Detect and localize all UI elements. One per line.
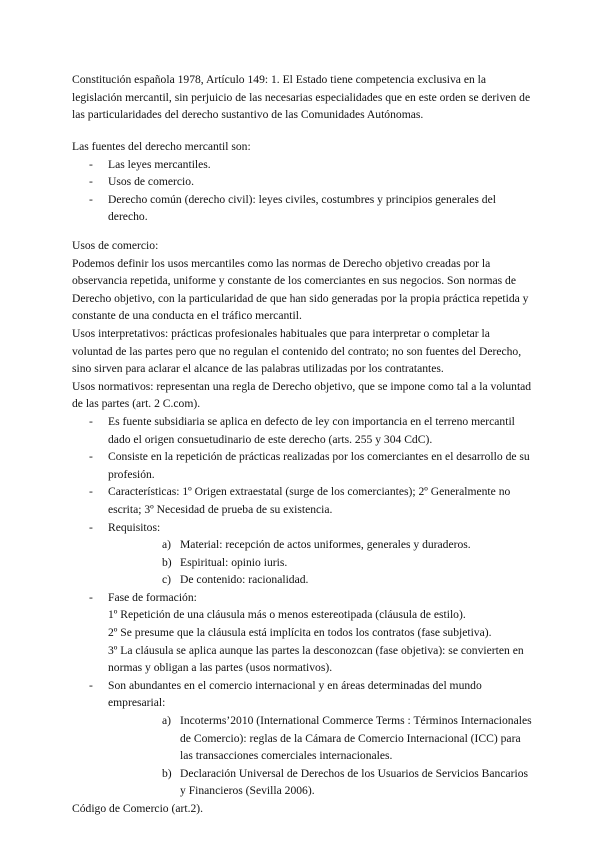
requisitos-label: - Requisitos: [108,520,161,534]
list-item-abundantes [72,677,532,800]
list-item-text: Incoterms’2010 (International Commerce Terms : Términos Internacionales de Comercio): reglas de la Cámara de Comercio Internacional (ICC) para las transacciones comerciales internacionales. [180,714,532,763]
list-item [162,571,532,589]
list-item: - Usos de comercio. [72,173,532,191]
fase-step-1: 1º Repetición de una cláusula más o menos estereotipada (cláusula de estilo). [108,608,466,622]
list-marker: c) [162,573,172,587]
list-item-text: Material: recepción de actos uniformes, generales y duraderos. [180,538,471,552]
usos-features-list [72,413,532,800]
list-marker: b) [162,555,172,569]
list-item: - Consiste en la repetición de prácticas realizadas por los comerciantes en el desarrollo de su profesión. [72,448,532,483]
usos-interpretativos: Usos interpretativos: prácticas profesionales habituales que para interpretar o completar la voluntad de las partes pero que no regulan el contenido del contrato; no son fuentes del Derecho, sino sirven para aclarar el alcance de las palabras utilizadas por los contratantes. [72,326,522,376]
list-item-text: Declaración Universal de Derechos de los Usuarios de Servicios Bancarios y Financieros (Sevilla 2006). [180,766,529,798]
ejemplos-list [108,712,532,800]
sources-heading: Las fuentes del derecho mercantil son: [72,140,251,153]
list-marker: a) [162,538,172,552]
intro-section [72,71,532,124]
list-item [162,765,532,800]
list-item [162,712,532,765]
list-item-fase [72,589,532,677]
sources-section [72,138,532,226]
list-item: - Es fuente subsidiaria se aplica en defecto de ley con importancia en el terreno mercantil dado el origen consuetudinario de este derecho (arts. 255 y 304 CdC). [72,413,532,448]
requisitos-list [108,536,532,589]
list-marker: a) [162,714,172,728]
list-item: - Derecho común (derecho civil): leyes civiles, costumbres y principios generales del derecho. [72,191,532,226]
list-item [162,536,532,554]
footer-line: Código de Comercio (art.2). [72,802,204,815]
abundantes-text: - Son abundantes en el comercio internacional y en áreas determinadas del mundo empresarial: [108,678,482,710]
list-item [162,554,532,572]
usos-heading: Usos de comercio: [72,239,159,252]
intro-paragraph: Constitución española 1978, Artículo 149: 1. El Estado tiene competencia exclusiva en la legislación mercantil, sin perjuicio de las necesarias especialidades que en este orden se deriven de las particularidades del derecho sustantivo de las Comunidades Autónomas. [72,73,531,122]
list-item: - Las leyes mercantiles. [72,156,532,174]
sources-list [72,156,532,226]
fase-step-2: 2º Se presume que la cláusula está implícita en todos los contratos (fase subjetiva). [108,626,492,640]
list-item-text: De contenido: racionalidad. [180,573,309,587]
list-item-requisitos [72,519,532,589]
list-marker: b) [162,766,172,780]
list-item-text: Espiritual: opinio iuris. [180,555,288,569]
usos-definition: Podemos definir los usos mercantiles como las normas de Derecho objetivo creadas por la observancia repetida, uniforme y constante de los comerciantes en sus negocios. Son normas de Derecho objetivo, con la particularidad de que han sido generadas por la propia práctica repetida y constante de una conducta en el tráfico mercantil. [72,256,529,323]
usos-section [72,237,532,818]
fase-step-3: 3º La cláusula se aplica aunque las partes la desconozcan (fase objetiva): se convierten en normas y obligan a las partes (usos normativos). [108,643,524,675]
list-item: - Características: 1º Origen extraestatal (surge de los comerciantes); 2º Generalmente no escrita; 3º Necesidad de prueba de su existencia. [72,483,532,518]
fase-label: - Fase de formación: [108,590,197,604]
usos-normativos: Usos normativos: representan una regla de Derecho objetivo, que se impone como tal a la voluntad de las partes (art. 2 C.com). [72,379,532,411]
